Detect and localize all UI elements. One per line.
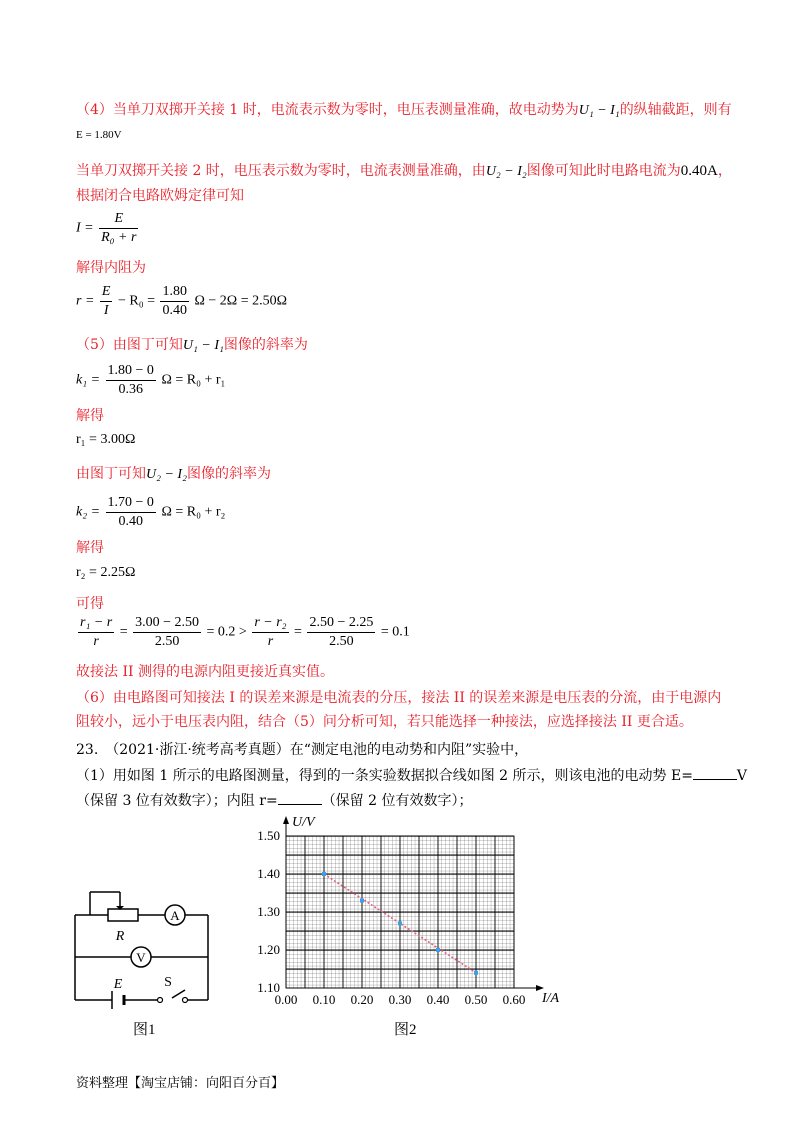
- equation-7: [76, 614, 410, 651]
- x-tick-label: 0.10: [312, 992, 336, 1007]
- q23-line1: [76, 765, 747, 786]
- part4-text-a: （4）当单刀双掷开关接 1 时，电流表示数为零时，电压表测量准确，故电动势为: [76, 102, 579, 118]
- eq3-den: 0.36: [118, 382, 143, 397]
- y-tick-label: 1.40: [257, 866, 280, 881]
- eq5-den: 0.40: [118, 514, 143, 529]
- equation-2: [76, 283, 287, 320]
- solve-label-1: 解得内阻为: [76, 260, 146, 276]
- switch-contact-right: [183, 998, 188, 1003]
- current-value: 0.40A: [680, 163, 718, 179]
- part4-line1: [76, 100, 732, 121]
- y-tick-label: 1.30: [257, 904, 280, 919]
- figure2-caption: 图2: [394, 1022, 417, 1038]
- data-point: [360, 899, 364, 903]
- comma: ，: [717, 163, 732, 179]
- conclusion-text: 故接法 II 测得的电源内阻更接近真实值。: [76, 664, 334, 680]
- emf-value: E = 1.80V: [76, 129, 122, 141]
- data-point: [322, 872, 326, 876]
- u1-i1-symbol-2: U₁ − I₁: [182, 338, 224, 353]
- x-tick-label: 0.00: [274, 992, 298, 1007]
- y-tick-label: 1.10: [257, 980, 280, 995]
- eq3-lhs: k₁ =: [76, 372, 101, 388]
- y-axis-label: U/V: [292, 815, 315, 830]
- eq3-frac: [106, 362, 156, 399]
- eq7-n4: 2.50 − 2.25: [307, 614, 375, 633]
- eq5-frac: [106, 494, 156, 531]
- y-tick-label: 1.20: [257, 942, 280, 957]
- eq5-num: 1.70 − 0: [106, 494, 156, 513]
- eq7-n3: r − r₂: [252, 614, 288, 633]
- equation-1: [76, 210, 140, 247]
- x-tick-label: 0.50: [464, 992, 488, 1007]
- part5-text-a: （5）由图丁可知: [76, 337, 183, 353]
- footer-source: 资料整理【淘宝店铺：向阳百分百】: [76, 1076, 285, 1091]
- ohm-law-text: 根据闭合电路欧姆定律可知: [76, 188, 244, 204]
- resistance-blank[interactable]: [278, 790, 322, 805]
- data-point: [398, 921, 402, 925]
- q23-line2: [76, 790, 473, 811]
- q23-unit-v: V: [736, 768, 748, 784]
- part5-text-b: 由图丁可知: [76, 466, 146, 482]
- part6-line1: （6）由电路图可知接法 I 的误差来源是电流表的分压，接法 II 的误差来源是电压表的分流，由于电源内: [76, 690, 722, 706]
- eq2-d2: 0.40: [162, 303, 187, 318]
- eq2-lhs: r =: [76, 293, 95, 309]
- data-point: [474, 971, 478, 975]
- fit-line-chart: [240, 810, 570, 1010]
- eq5-rhs: Ω = R₀ + r₂: [161, 504, 226, 520]
- q23-l2-text-a: （保留 3 位有效数字）；内阻 r=: [76, 793, 278, 809]
- eq7-frac2: [133, 614, 201, 651]
- part5-text-b2: 图像的斜率为: [186, 466, 271, 482]
- y-tick-label: 1.50: [257, 828, 280, 843]
- equation-5: [76, 494, 225, 531]
- eq2-frac1: [100, 283, 113, 320]
- x-tick-label: 0.20: [350, 992, 374, 1007]
- equation-3: [76, 362, 225, 399]
- circuit-diagram: [60, 880, 220, 1010]
- eq2-n2: 1.80: [160, 283, 189, 302]
- data-point: [436, 948, 440, 952]
- x-tick-label: 0.60: [502, 992, 526, 1007]
- resistor-label: R: [115, 929, 125, 944]
- figure1-caption: 图1: [133, 1022, 156, 1038]
- u2-i2-symbol-2: U₂ − I₂: [146, 467, 187, 482]
- switch-contact-left: [158, 998, 163, 1003]
- q23-l2-text-b: （保留 2 位有效数字）；: [321, 793, 473, 809]
- y-axis-arrow: [283, 816, 289, 824]
- q23-title: 23. （2021·浙江·统考高考真题）在“测定电池的电动势和内阻”实验中，: [76, 742, 529, 758]
- equation-6: r₂ = 2.25Ω: [76, 565, 136, 580]
- rheostat: [108, 909, 138, 921]
- eq7-d4: 2.50: [329, 634, 354, 649]
- eq2-rhs: Ω − 2Ω = 2.50Ω: [194, 293, 287, 309]
- eq5-lhs: k₂ =: [76, 504, 101, 520]
- eq2-frac2: [160, 283, 189, 320]
- q23-l1-text: （1）用如图 1 所示的电路图测量，得到的一条实验数据拟合线如图 2 所示，则该电池的电动势 E=: [76, 768, 693, 784]
- eq7-eq1: =: [119, 624, 128, 640]
- x-tick-label: 0.30: [388, 992, 412, 1007]
- eq3-num: 1.80 − 0: [106, 362, 156, 381]
- eq7-d3: r: [267, 634, 274, 649]
- eq2-n1: E: [100, 283, 113, 302]
- eq7-frac4: [307, 614, 375, 651]
- solve-label-3: 解得: [76, 540, 104, 556]
- part4-text-b2: 图像可知此时电路电流为: [526, 163, 681, 179]
- eq7-rhs: = 0.1: [380, 624, 410, 640]
- part4-line2: [76, 161, 732, 182]
- eq1-den: R₀ + r: [101, 230, 137, 245]
- eq2-mid: − R₀ =: [117, 293, 155, 309]
- eq7-frac1: [78, 614, 114, 651]
- eq1-fraction: [99, 210, 138, 247]
- u1-i1-symbol: U₁ − I₁: [578, 103, 620, 118]
- eq2-d1: I: [103, 303, 109, 318]
- x-axis-label: I/A: [542, 991, 560, 1006]
- part5-line1: [76, 335, 308, 356]
- eq1-lhs: I =: [76, 220, 94, 236]
- eq3-rhs: Ω = R₀ + r₁: [161, 372, 226, 388]
- eq7-d1: r: [93, 634, 99, 649]
- part6-line2: 阻较小，远小于电压表内阻，结合（5）问分析可知，若只能选择一种接法，应选择接法 II 更合适。: [76, 714, 693, 730]
- solve-label-2: 解得: [76, 408, 104, 424]
- u2-i2-symbol: U₂ − I₂: [485, 164, 527, 179]
- part5-text-a2: 图像的斜率为: [223, 337, 308, 353]
- eq7-n2: 3.00 − 2.50: [133, 614, 201, 633]
- part4-text-a2: 的纵轴截距，则有: [619, 102, 732, 118]
- x-tick-label: 0.40: [426, 992, 450, 1007]
- eq7-n1: r₁ − r: [78, 614, 114, 633]
- therefore-label: 可得: [76, 596, 104, 612]
- eq7-frac3: [252, 614, 288, 651]
- eq7-eq2: =: [294, 624, 302, 640]
- emf-blank[interactable]: [693, 765, 737, 780]
- eq7-mid: = 0.2 >: [206, 624, 247, 640]
- equation-4: r₁ = 3.00Ω: [76, 432, 136, 447]
- eq1-num: E: [99, 210, 138, 229]
- part5-line2: [76, 464, 271, 485]
- eq7-d2: 2.50: [154, 634, 180, 649]
- ammeter-label: A: [170, 908, 180, 923]
- switch-label: S: [164, 975, 172, 990]
- part4-text-b: 当单刀双掷开关接 2 时，电压表示数为零时，电流表测量准确，由: [76, 163, 486, 179]
- voltmeter-label: V: [136, 950, 146, 965]
- battery-label: E: [113, 977, 123, 992]
